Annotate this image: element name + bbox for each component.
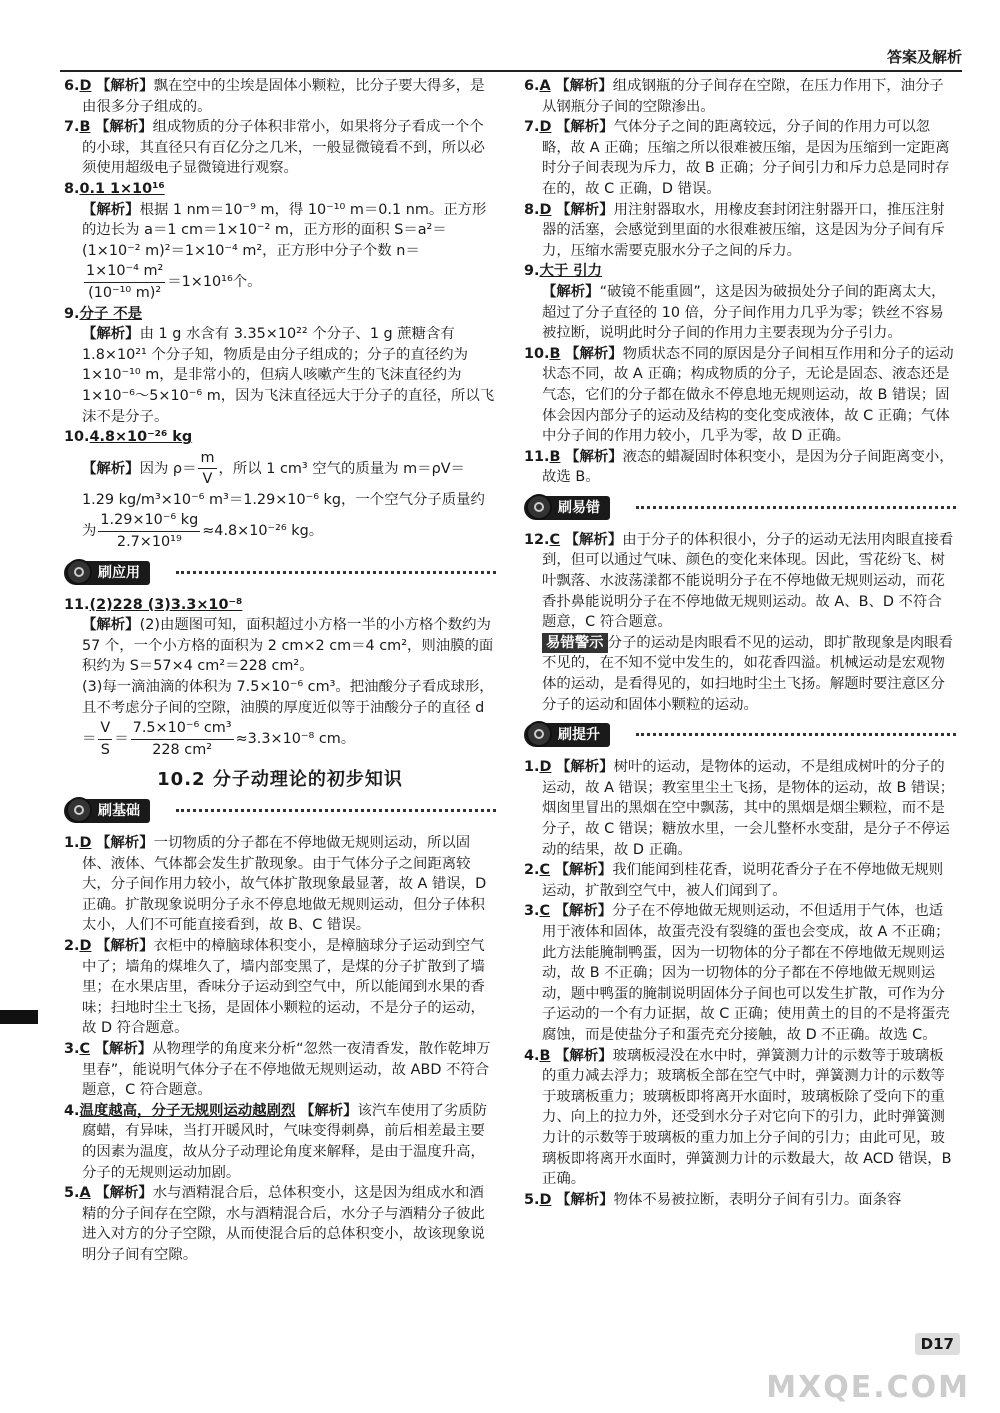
- analysis-tag: 【解析】: [556, 759, 614, 776]
- answer: C: [539, 903, 551, 920]
- answer-item: [524, 1046, 956, 1190]
- right-top-items: [524, 76, 956, 261]
- analysis-text: 从物理学的角度来分析“忽然一夜清香发，散作乾坤万里春”，能说明气体分子在不停地做无规则运动，故 ABD 不符合题意，C 符合题意。: [82, 1040, 491, 1099]
- answer-item: [524, 1190, 956, 1211]
- answer: 4.8×10⁻²⁶ kg: [89, 429, 193, 446]
- answer-item: [524, 901, 956, 1045]
- analysis-tag: 【解析】: [564, 531, 623, 548]
- question-number: 3.: [64, 1040, 80, 1057]
- answer: D: [79, 78, 92, 94]
- banner-label: 刷提升: [524, 723, 610, 747]
- answer: C: [539, 862, 551, 879]
- answer: B: [549, 345, 561, 362]
- banner-label: 刷基础: [64, 799, 150, 823]
- answer-item: [64, 76, 496, 117]
- question-number: 8.: [524, 201, 540, 218]
- analysis-tag: 【解析】: [94, 1040, 153, 1057]
- analysis-tag: 【解析】: [95, 1185, 153, 1202]
- question-11: [64, 595, 496, 761]
- question-number: 7.: [64, 119, 80, 136]
- question-number: 9.: [64, 305, 80, 322]
- answer-item: [524, 76, 956, 117]
- analysis-tag: 【解析】: [542, 283, 600, 300]
- answer: A: [79, 1185, 91, 1202]
- left-column: [64, 76, 496, 1265]
- answer: B: [549, 448, 561, 465]
- answer-item: [64, 936, 496, 1039]
- analysis-tag: 【解析】: [565, 345, 623, 362]
- answer: 温度越高，分子无规则运动越剧烈: [79, 1102, 296, 1119]
- fraction-denominator: (10⁻¹⁰ m)²: [88, 284, 162, 301]
- fraction: [98, 510, 200, 552]
- analysis-tag: 【解析】: [555, 1047, 613, 1064]
- analysis-text: 衣柜中的樟脑球体积变小，是樟脑球分子运动到空气中了；墙角的煤堆久了，墙内部变黑了，是煤的分子扩散到了墙里；在水果店里，香味分子运动到空气中，所以能闻到水果的香味；扫地时尘土飞扬，是固体小颗粒的运动，不是分子的运动，故 D 符合题意。: [82, 937, 485, 1037]
- dotted-divider: [176, 809, 496, 812]
- question-number: 5.: [64, 1185, 80, 1202]
- banner-label: 刷应用: [64, 561, 150, 585]
- analysis-tag: 【解析】: [556, 119, 614, 136]
- question-number: 4.: [524, 1047, 540, 1064]
- analysis-text: ，所以 1 cm³ 空气的质量为 m＝ρV＝1.29 kg/m³×10⁻⁶ m³＝1.29×10⁻⁶ kg，一个空气分子质量约为: [82, 460, 485, 540]
- fraction-denominator: 228 cm²: [152, 741, 212, 758]
- answer-item: [64, 1039, 496, 1101]
- page-edge-mark: [0, 1010, 38, 1024]
- right-mid-items: [524, 344, 956, 488]
- analysis-text: 树叶的运动，是物体的运动，不是组成树叶的分子的运动，故 A 错误；教室里尘土飞扬，是物体的运动，故 B 错误；烟囱里冒出的黑烟在空中飘荡，其中的黑烟是烟尘颗粒，而不是分子，故 C 错误；糖放水里，一会儿整杯水变甜，是分子不停运动的结果，故 D 正确。: [542, 759, 955, 858]
- analysis-text: 液态的蜡凝固时体积变小，是因为分子间距离变小，故选 B。: [542, 448, 954, 486]
- answer: D: [539, 1191, 552, 1208]
- page-header-title: 答案及解析: [886, 48, 962, 66]
- question-number: 10.: [64, 429, 90, 446]
- question-number: 3.: [524, 903, 540, 920]
- fraction-denominator: V: [202, 471, 213, 488]
- header-divider: [60, 70, 962, 72]
- question-number: 1.: [64, 835, 80, 851]
- answer: D: [79, 835, 92, 851]
- analysis-tag: 【解析】: [556, 1191, 614, 1208]
- answer: C: [79, 1040, 91, 1057]
- analysis-text: 因为 ρ＝: [139, 460, 197, 477]
- fraction: [98, 718, 112, 760]
- question-number: 11.: [524, 448, 550, 465]
- analysis-text: 气体分子之间的距离较远，分子间的作用力可以忽略，故 A 正确；压缩之所以很难被压缩，是因为压缩到一定距离时分子间表现为斥力，故 B 正确；分子间引力和斥力总是同时存在的，故 C 正确，D 错误。: [542, 119, 950, 197]
- gear-icon: [66, 559, 92, 585]
- fraction-numerator: 7.5×10⁻⁶ cm³: [131, 718, 234, 740]
- banner-basic: [64, 797, 496, 827]
- answer-item: [524, 757, 956, 860]
- question-number: 7.: [524, 119, 540, 136]
- answer: B: [79, 119, 91, 136]
- analysis-text: 水与酒精混合后，总体积变小，这是因为组成水和酒精的分子间存在空隙，水与酒精混合后，水分子与酒精分子彼此进入对方的分子空隙，从而使混合后的总体积变小，故该现象说明分子间有空隙。: [82, 1185, 485, 1263]
- question-number: 12.: [524, 531, 550, 548]
- fraction-numerator: 1×10⁻⁴ m²: [84, 261, 165, 283]
- analysis-text: 组成钢瓶的分子间存在空隙，在压力作用下，油分子从钢瓶分子间的空隙渗出。: [542, 78, 944, 115]
- analysis-text: 玻璃板浸没在水中时，弹簧测力计的示数等于玻璃板的重力减去浮力；玻璃板全部在空气中时，弹簧测力计的示数等于玻璃板重力；玻璃板即将离开水面时，玻璃板除了受向下的重力、向上的拉力外，还受到水分子对它向下的引力，此时弹簧测力计的示数等于玻璃板的重力加上分子间的引力；由此可见，玻璃板即将离开水面时，弹簧测力计的示数最大，故 ACD 错误，B 正确。: [542, 1047, 952, 1188]
- fraction: [131, 718, 234, 760]
- fraction-denominator: 2.7×10¹⁹: [116, 534, 182, 551]
- answer-item: [524, 200, 956, 262]
- analysis-tag: 【解析】: [96, 835, 154, 851]
- question-12: [524, 530, 956, 715]
- answer: D: [539, 119, 552, 136]
- question-number: 6.: [524, 78, 540, 94]
- answer: 分子 不是: [79, 305, 143, 322]
- answer: 大于 引力: [539, 263, 603, 280]
- analysis-text: (3)每一滴油滴的体积为 7.5×10⁻⁶ cm³。把油酸分子看成球形，且不考虑分子间的空隙，油膜的厚度近似等于油酸分子的直径 d＝: [82, 679, 494, 748]
- question-9: [524, 261, 956, 343]
- analysis-tag: 【解析】: [96, 78, 154, 94]
- answer-item: [64, 1101, 496, 1183]
- banner-label: 刷易错: [524, 496, 610, 520]
- dotted-divider: [636, 506, 956, 509]
- question-number: 6.: [64, 78, 80, 94]
- answer-item: [64, 833, 496, 936]
- fraction-numerator: 1.29×10⁻⁶ kg: [98, 510, 200, 532]
- analysis-tail: ≈4.8×10⁻²⁶ kg。: [202, 523, 324, 540]
- analysis-text: 该汽车使用了劣质防腐蜡，有异味，当打开暖风时，气味变得刺鼻，前后相差最主要的因素为温度，故从分子动理论角度来解释，是由于温度升高，分子的无规则运动加剧。: [82, 1102, 488, 1181]
- left-top-items: [64, 76, 496, 179]
- analysis-tag: 【解析】: [82, 201, 140, 218]
- answer-item: [524, 447, 956, 488]
- question-number: 11.: [64, 596, 90, 613]
- question-9: [64, 304, 496, 428]
- left-bottom-items: [64, 833, 496, 1265]
- analysis-text: 用注射器取水，用橡皮套封闭注射器开口，推压注射器的活塞，会感觉到里面的水很难被压缩，这是因为分子间有斥力，压缩水需要克服水分子之间的斥力。: [542, 201, 945, 259]
- analysis-tag: 【解析】: [565, 448, 623, 465]
- question-number: 8.: [64, 180, 80, 197]
- analysis-text: 飘在空中的尘埃是固体小颗粒，比分子要大得多，是由很多分子组成的。: [82, 78, 485, 115]
- question-number: 5.: [524, 1191, 540, 1208]
- answer: 0.1 1×10¹⁶: [79, 180, 165, 197]
- fraction: [84, 261, 165, 303]
- question-number: 1.: [524, 759, 540, 776]
- analysis-text: “破镜不能重圆”，这是因为破损处分子间的距离太大，超过了分子直径的 10 倍，分子间作用力几乎为零；铁丝不容易被拉断，说明此时分子间的作用力主要表现为分子引力。: [542, 283, 946, 342]
- banner-improve: [524, 721, 956, 751]
- analysis-tag: 【解析】: [82, 460, 140, 477]
- analysis-text: 物体不易被拉断，表明分子间有引力。面条容: [613, 1191, 902, 1208]
- answer-item: [524, 117, 956, 199]
- question-number: 2.: [64, 937, 80, 954]
- answer-item: [524, 860, 956, 901]
- answer: A: [539, 78, 551, 94]
- analysis-text: 我们能闻到桂花香，说明花香分子在不停地做无规则运动，扩散到空气中，被人们闻到了。: [542, 862, 944, 899]
- analysis-text: 分子在不停地做无规则运动，不但适用于气体，也适用于液体和固体，故蛋壳没有裂缝的蛋也会变成，故 A 不正确；此方法能腌制鸭蛋，因为一切物体的分子都在不停地做无规则运动，故 B 不正确；因为一切物体的分子都在不停地做无规则运动，题中鸭蛋的腌制说明固体分子间也可以发生扩散，可作为分子运动的一个有力证据，故 C 正确；使用黄土的目的不是将蛋壳腐蚀，而是使盐分子和蛋壳充分接触，故 D 不正确。故选 C。: [542, 903, 950, 1043]
- answer: D: [539, 759, 552, 776]
- analysis-tag: 【解析】: [556, 201, 614, 218]
- analysis-tag: 【解析】: [554, 903, 613, 920]
- question-8: [64, 179, 496, 304]
- analysis-text: 组成物质的分子体积非常小，如果将分子看成一个个的小球，其直径只有百亿分之几米，一般显微镜看不到，所以必须使用超级电子显微镜进行观察。: [82, 119, 485, 177]
- answer: D: [539, 201, 552, 218]
- answer-item: [64, 1183, 496, 1265]
- answer: B: [539, 1047, 551, 1064]
- warning-label: 易错警示: [542, 633, 608, 654]
- fraction-numerator: V: [98, 718, 112, 740]
- right-bottom-items: [524, 757, 956, 1210]
- analysis-tail: ＝1×10¹⁶个。: [167, 274, 262, 291]
- question-number: 10.: [524, 345, 550, 362]
- analysis-tag: 【解析】: [299, 1102, 358, 1119]
- analysis-tag: 【解析】: [82, 617, 140, 634]
- fraction: [198, 448, 216, 490]
- fraction-denominator: S: [100, 741, 110, 758]
- dotted-divider: [176, 571, 496, 574]
- answer-item: [64, 117, 496, 179]
- fraction-numerator: m: [198, 448, 216, 470]
- banner-apply: [64, 559, 496, 589]
- watermark: MXQE.COM: [766, 1370, 970, 1405]
- banner-error-prone: [524, 494, 956, 524]
- page-number: D17: [915, 1333, 960, 1355]
- question-10: [64, 427, 496, 553]
- analysis-tag: 【解析】: [554, 862, 613, 879]
- analysis-text: 根据 1 nm＝10⁻⁹ m，得 10⁻¹⁰ m＝0.1 nm。正方形的边长为 a＝1 cm＝1×10⁻² m，正方形的面积 S＝a²＝(1×10⁻² m)²＝1×10⁻⁴ m²，正方形中分子个数 n＝: [82, 201, 487, 259]
- analysis-text: 由 1 g 水含有 3.35×10²² 个分子、1 g 蔗糖含有 1.8×10²¹ 个分子知，物质是由分子组成的；分子的直径约为 1×10⁻¹⁰ m，是非常小的，但病人咳嗽产生的飞沫直径约为 1×10⁻⁶～5×10⁻⁶ m，因为飞沫直径远大于分子的直径，所以飞沫不是分子。: [82, 326, 495, 425]
- question-number: 2.: [524, 862, 540, 879]
- analysis-text: 物质状态不同的原因是分子间相互作用和分子的运动状态不同，故 A 正确；构成物质的分子，无论是固态、液态还是气态，它们的分子都在做永不停息地无规则运动，故 B 错误；固体会因内部分子的运动及结构的变化变成液体，故 C 正确；气体中分子间的作用力较小，几乎为零，故 D 正确。: [542, 345, 954, 445]
- answer: D: [79, 937, 92, 954]
- analysis-tag: 【解析】: [82, 326, 140, 343]
- analysis-tag: 【解析】: [555, 78, 613, 94]
- answer: C: [549, 531, 561, 548]
- right-column: [524, 76, 956, 1210]
- answer-item: [524, 344, 956, 447]
- equals-sign: ＝: [114, 731, 129, 748]
- gear-icon: [66, 797, 92, 823]
- analysis-text: (2)由题图可知，面积超过小方格一半的小方格个数约为 57 个，一个小方格的面积为 2 cm×2 cm＝4 cm²，则油膜的面积约为 S＝57×4 cm²＝228 cm²。: [82, 617, 494, 675]
- analysis-text: 一切物质的分子都在不停地做无规则运动，所以固体、液体、气体都会发生扩散现象。由于气体分子之间距离较大，分子间作用力较小，故气体扩散现象最显著，故 A 错误，D 正确。扩散现象说明分子永不停息地做无规则运动，但分子体积太小，人们不可能直接看到，故 B、C 错误。: [82, 835, 487, 934]
- analysis-text: 由于分子的体积很小，分子的运动无法用肉眼直接看到，但可以通过气味、颜色的变化来体现。因此，雪花纷飞、树叶飘落、水波荡漾都不能说明分子在不停地做无规则运动，而花香扑鼻能说明分子在不停地做无规则运动。故 A、B、D 不符合题意，C 符合题意。: [542, 531, 954, 631]
- warning-text: 分子的运动是肉眼看不见的运动，即扩散现象是肉眼看不见的，在不知不觉中发生的，如花香四溢。机械运动是宏观物体的运动，是看得见的，如扫地时尘土飞扬。解题时要注意区分分子的运动和固体小颗粒的运动。: [542, 634, 953, 713]
- analysis-tail: ≈3.3×10⁻⁸ cm。: [235, 731, 356, 748]
- dotted-divider: [636, 733, 956, 736]
- gear-icon: [526, 494, 552, 520]
- question-number: 9.: [524, 263, 540, 280]
- analysis-tag: 【解析】: [96, 937, 154, 954]
- question-number: 4.: [64, 1102, 80, 1119]
- analysis-tag: 【解析】: [95, 119, 153, 136]
- answer: (2)228 (3)3.3×10⁻⁸: [89, 596, 243, 613]
- section-title: 10.2 分子动理论的初步知识: [157, 769, 403, 791]
